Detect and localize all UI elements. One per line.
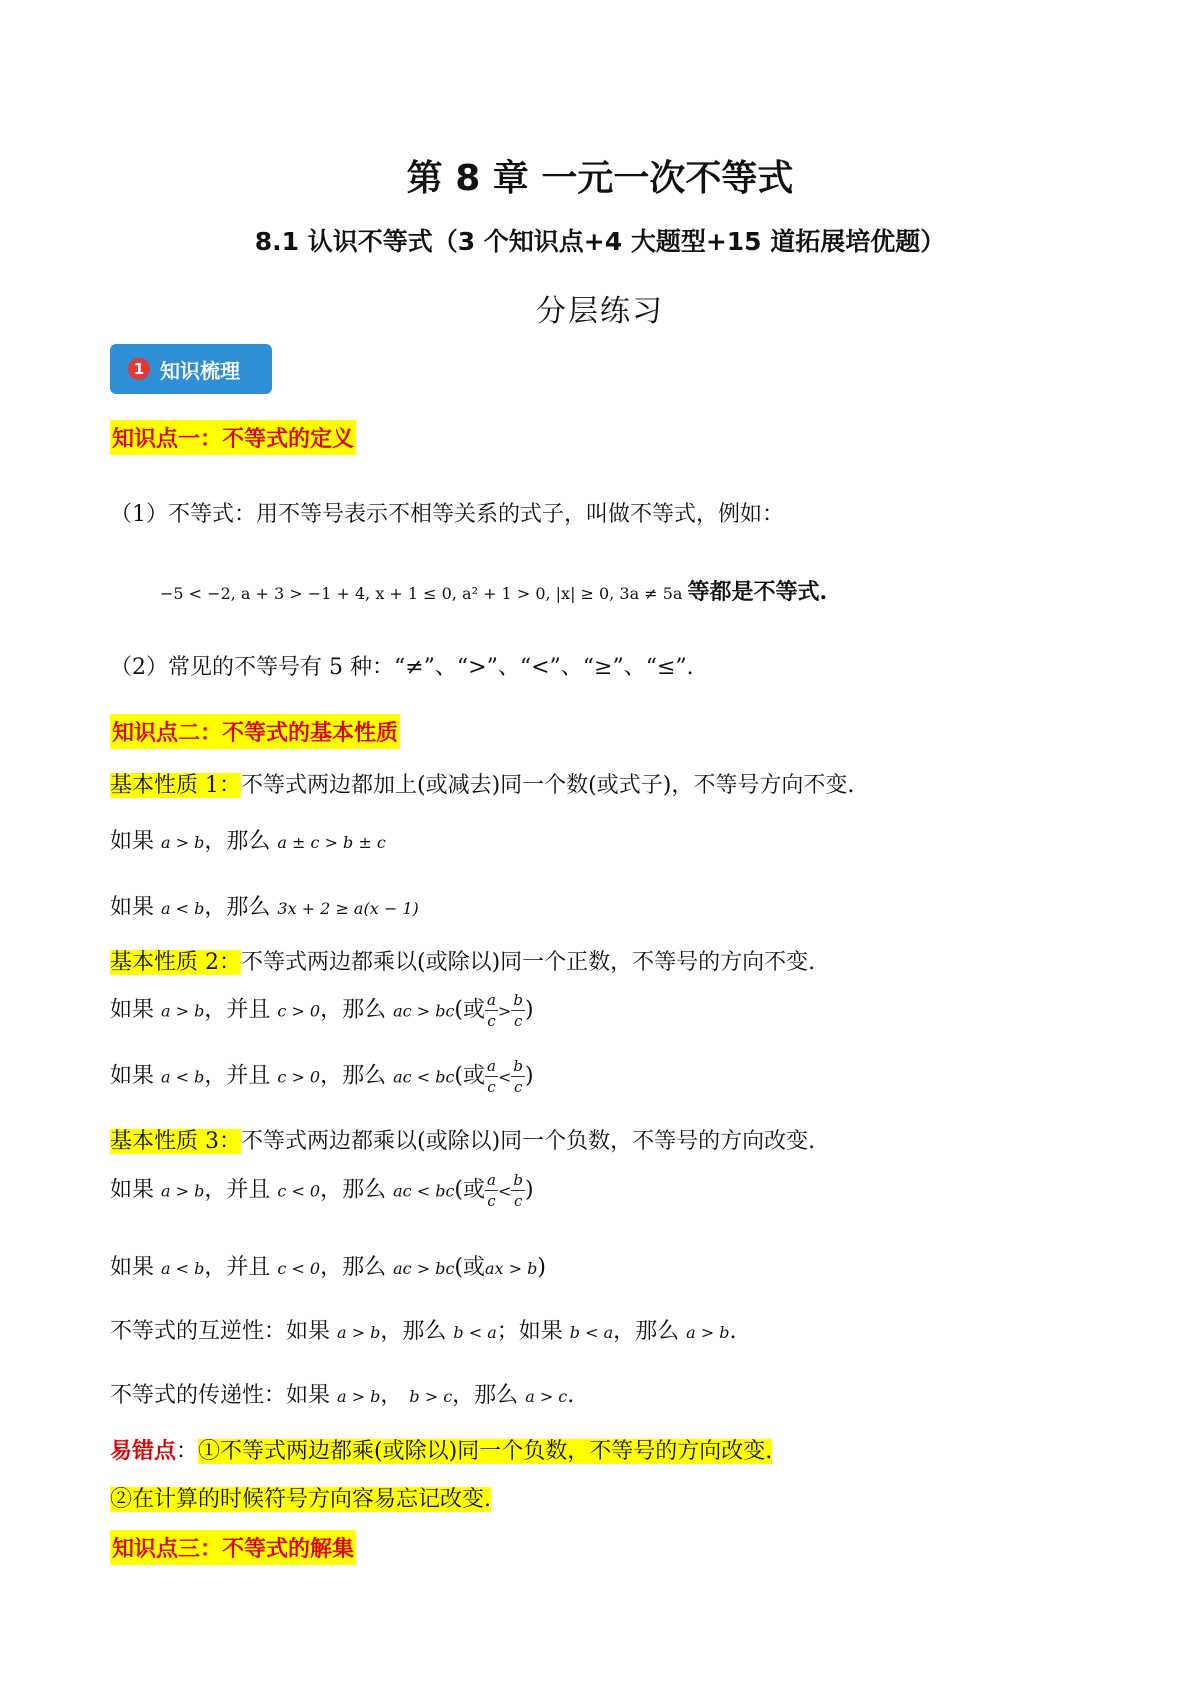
or-close: ) <box>524 1177 534 1203</box>
practice-title: 分层练习 <box>536 294 664 329</box>
result: a ± c > b ± c <box>277 833 386 852</box>
kp3-heading: 知识点三：不等式的解集 <box>110 1530 356 1565</box>
condition: a > b <box>161 1001 205 1021</box>
knowledge-badge <box>110 344 272 394</box>
fraction-a-over-c <box>485 990 498 1031</box>
reverse-property <box>110 1314 737 1345</box>
if-text: 如果 <box>110 829 155 854</box>
then-text: ，那么 <box>204 895 271 920</box>
chapter-title: 第 8 章 一元一次不等式 <box>406 158 794 199</box>
kp1-symbols: （2）常见的不等号有 5 种：“≠”、“>”、“<”、“≥”、“≤”. <box>110 655 694 680</box>
result: ac < bc <box>393 1181 455 1201</box>
result-2: a > b <box>686 1323 730 1342</box>
transitive-label: 不等式的传递性：如果 <box>110 1383 331 1408</box>
denominator: c <box>513 1012 523 1030</box>
pitfall-1 <box>110 1434 772 1465</box>
result: 3x + 2 ≥ a(x − 1) <box>277 899 419 918</box>
end-period: . <box>729 1319 737 1344</box>
or-open: (或 <box>454 997 485 1023</box>
if-text: 如果 <box>110 1063 155 1089</box>
end-period: . <box>567 1383 575 1408</box>
property-3-label: 基本性质 3： <box>110 1129 241 1154</box>
denominator: c <box>513 1192 523 1210</box>
property-3 <box>110 1124 815 1155</box>
condition: a < b <box>161 1259 205 1278</box>
and-text: ，并且 <box>204 1177 271 1203</box>
result: ac > bc <box>393 1259 455 1278</box>
kp1-heading: 知识点一：不等式的定义 <box>110 420 356 455</box>
denominator: c <box>487 1012 496 1030</box>
property-3-text: 不等式两边都乘以(或除以)同一个负数，不等号的方向改变. <box>241 1129 816 1154</box>
denominator: c <box>487 1078 496 1096</box>
property-2 <box>110 945 815 976</box>
numerator: b <box>513 1171 523 1189</box>
badge-label: 知识梳理 <box>160 358 240 383</box>
then-text: ，那么 <box>320 1063 387 1089</box>
kp2-heading: 知识点二：不等式的基本性质 <box>110 714 400 749</box>
comma: ， <box>380 1383 403 1408</box>
reverse-label: 不等式的互逆性：如果 <box>110 1319 331 1344</box>
numerator: a <box>487 1057 496 1075</box>
transitive-property <box>110 1378 574 1409</box>
property-2-label: 基本性质 2： <box>110 950 241 975</box>
result: a > c <box>525 1387 568 1406</box>
relation: < <box>497 1181 512 1201</box>
property-2-text: 不等式两边都乘以(或除以)同一个正数，不等号的方向不变. <box>241 950 816 975</box>
numerator: a <box>487 1171 496 1189</box>
pitfall-text-2: ②在计算的时候符号方向容易忘记改变. <box>110 1487 491 1512</box>
if-text: 如果 <box>110 895 155 920</box>
then-text: ，那么 <box>380 1319 447 1344</box>
numerator: b <box>513 991 523 1009</box>
denominator: c <box>487 1192 496 1210</box>
condition: a < b <box>161 899 205 918</box>
fraction-b-over-c <box>511 1170 525 1211</box>
p1-line1 <box>110 824 386 855</box>
if-text: ；如果 <box>496 1319 563 1344</box>
then-text: ，那么 <box>320 1177 387 1203</box>
condition: a > b <box>161 1181 205 1201</box>
result: ac > bc <box>393 1001 455 1021</box>
and-text: ，并且 <box>204 997 271 1023</box>
pitfall-text-1: ①不等式两边都乘(或除以)同一个负数，不等号的方向改变. <box>198 1439 773 1464</box>
fraction-b-over-c <box>511 990 525 1031</box>
or-open: (或 <box>454 1255 485 1280</box>
and-text: ，并且 <box>204 1255 271 1280</box>
condition: a > b <box>161 833 205 852</box>
kp1-definition: （1）不等式：用不等号表示不相等关系的式子，叫做不等式，例如： <box>110 502 784 527</box>
condition-2: c < 0 <box>277 1181 321 1201</box>
property-1-label: 基本性质 1： <box>110 773 241 798</box>
badge-number: 1 <box>128 358 150 380</box>
result: ac < bc <box>393 1067 455 1087</box>
alternate-result: ax > b <box>485 1259 538 1278</box>
examples-tail: 等都是不等式. <box>687 579 828 605</box>
then-text: ，那么 <box>320 997 387 1023</box>
condition-2: c > 0 <box>277 1067 321 1087</box>
condition: a > b <box>337 1387 381 1406</box>
or-close: ) <box>537 1255 546 1280</box>
denominator: c <box>513 1078 523 1096</box>
if-text: 如果 <box>110 997 155 1023</box>
condition-2: c > 0 <box>277 1001 321 1021</box>
pitfall-label: 易错点 <box>110 1438 177 1464</box>
relation: < <box>497 1067 512 1087</box>
property-1-text: 不等式两边都加上(或减去)同一个数(或式子)，不等号方向不变. <box>241 773 855 798</box>
fraction-a-over-c <box>485 1170 498 1211</box>
result: b < a <box>453 1323 497 1342</box>
section-title: 8.1 认识不等式（3 个知识点+4 大题型+15 道拓展培优题） <box>254 227 946 256</box>
condition: a > b <box>337 1323 381 1342</box>
pitfall-2 <box>110 1482 491 1513</box>
and-text: ，并且 <box>204 1063 271 1089</box>
then-text: ，那么 <box>320 1255 387 1280</box>
p2-line1 <box>110 990 534 1031</box>
then-text-2: ，那么 <box>613 1319 680 1344</box>
fraction-a-over-c <box>485 1056 498 1097</box>
fraction-b-over-c <box>511 1056 525 1097</box>
or-open: (或 <box>454 1177 485 1203</box>
or-close: ) <box>524 1063 534 1089</box>
pitfall-colon: ： <box>176 1439 199 1464</box>
then-text: ，那么 <box>452 1383 519 1408</box>
property-1 <box>110 768 854 799</box>
then-text: ，那么 <box>204 829 271 854</box>
numerator: a <box>487 991 496 1009</box>
kp1-examples <box>160 575 827 606</box>
p3-line2 <box>110 1250 546 1281</box>
condition-2: b > c <box>409 1387 453 1406</box>
examples-formula: −5 < −2, a + 3 > −1 + 4, x + 1 ≤ 0, a² + 1 > 0, |x| ≥ 0, 3a ≠ 5a <box>160 584 683 603</box>
or-open: (或 <box>454 1063 485 1089</box>
p3-line1 <box>110 1170 534 1211</box>
p1-line2 <box>110 890 419 921</box>
relation: > <box>497 1001 512 1021</box>
condition-2: c < 0 <box>277 1259 321 1278</box>
or-close: ) <box>524 997 534 1023</box>
if-text: 如果 <box>110 1177 155 1203</box>
if-text: 如果 <box>110 1255 155 1280</box>
condition: a < b <box>161 1067 205 1087</box>
p2-line2 <box>110 1056 534 1097</box>
numerator: b <box>513 1057 523 1075</box>
condition-2: b < a <box>569 1323 614 1342</box>
